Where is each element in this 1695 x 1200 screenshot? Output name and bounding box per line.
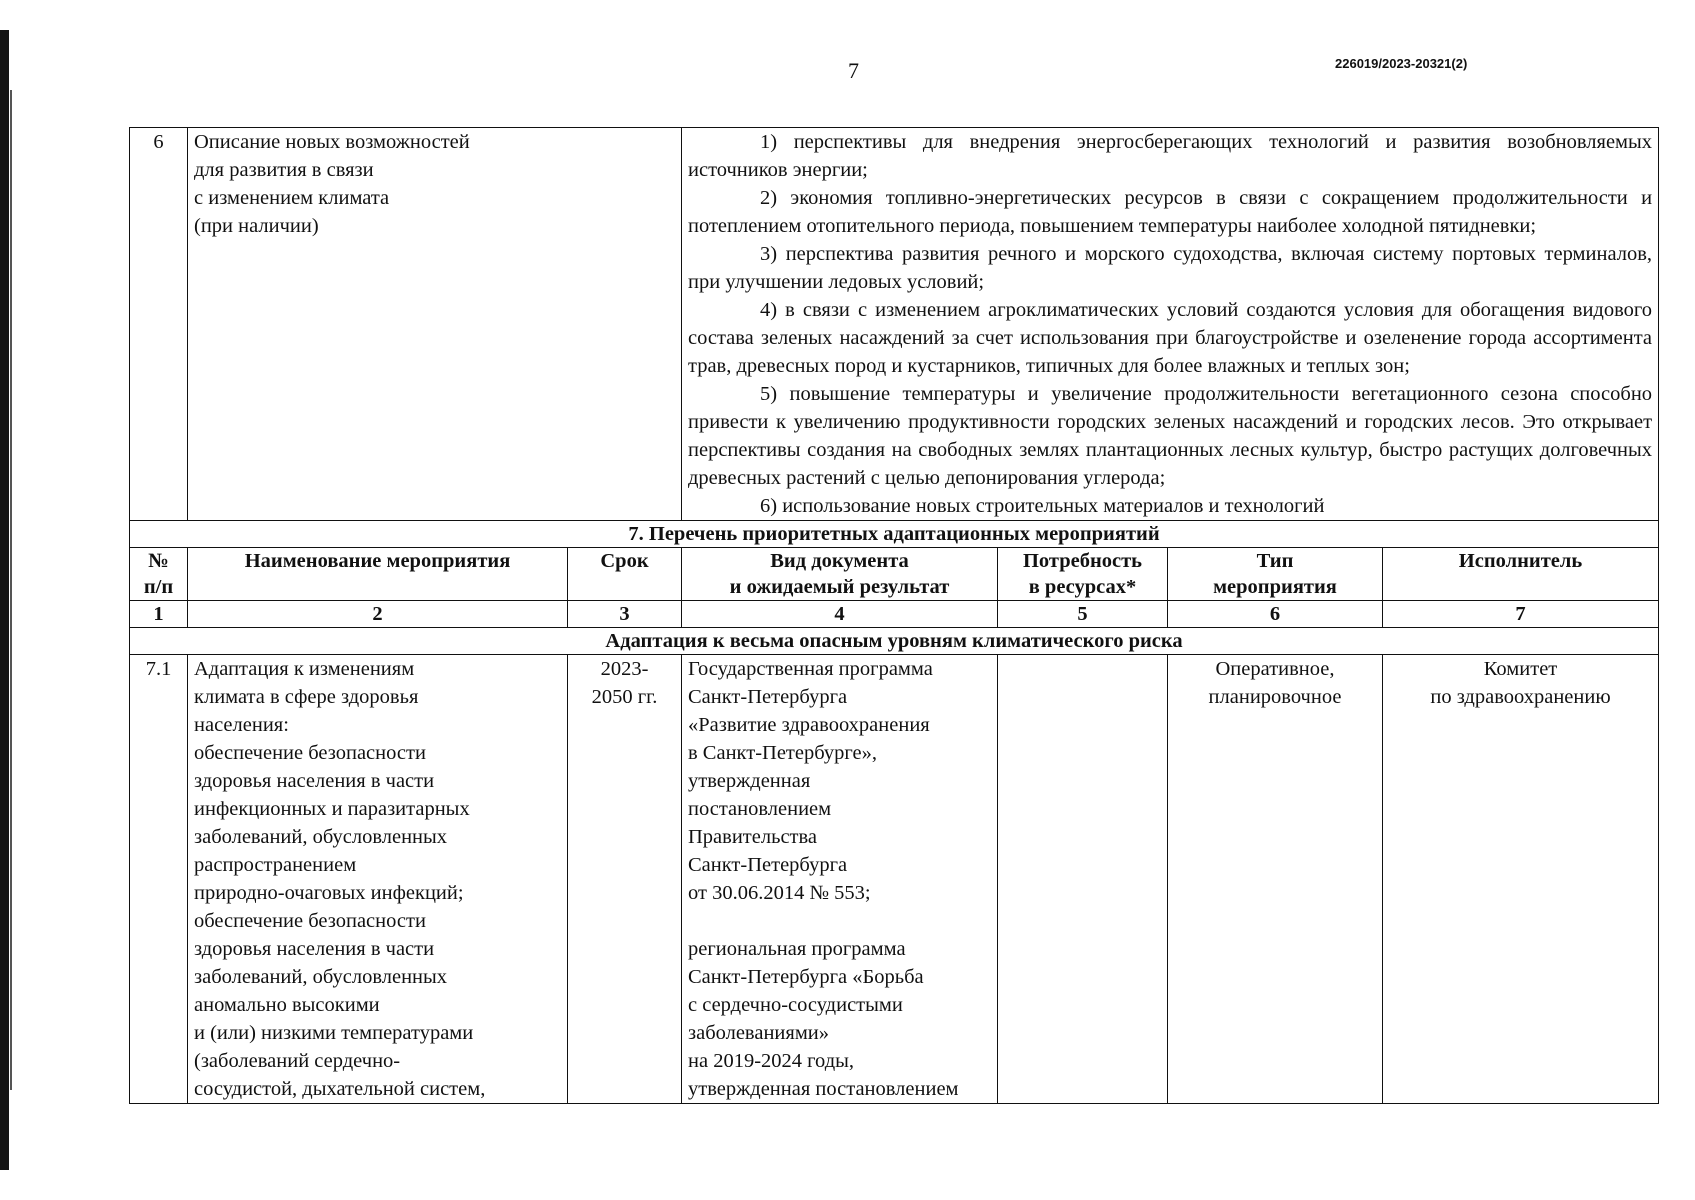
header-doc (682, 548, 998, 601)
row-7-1-type-line: планировочное (1208, 686, 1342, 708)
header-exec: Исполнитель (1383, 548, 1659, 601)
row-7-1-name-line: населения: (194, 714, 289, 736)
header-type-line: мероприятия (1213, 576, 1337, 598)
row-7-1-type (1168, 655, 1383, 1104)
row-7-1-doc-line: на 2019-2024 годы, (688, 1050, 855, 1072)
header-type-line: Тип (1256, 550, 1294, 572)
row-7-1-doc-line: в Санкт-Петербурге», (688, 742, 877, 764)
document-id: 226019/2023-20321(2) (1335, 56, 1468, 71)
row-7-1-name-line: обеспечение безопасности (194, 742, 426, 764)
row-7-1-name-line: аномально высокими (194, 994, 380, 1016)
row-7-1-doc-line: региональная программа (688, 938, 906, 960)
table-header-row (130, 548, 1659, 601)
row-7-1-term (568, 655, 682, 1104)
section-7-title-row (130, 521, 1659, 548)
header-name: Наименование мероприятия (188, 548, 568, 601)
row-6-content (682, 128, 1659, 521)
column-number: 6 (1168, 601, 1383, 628)
opportunity-item-2: 2) экономия топливно-энергетических ресурсов в связи с сокращением продолжительности и потеплением отопительного периода, повышением температуры наиболее холодной пятидневки; (688, 187, 1653, 237)
row-7-1-name-line: природно-очаговых инфекций; (194, 882, 464, 904)
row-6 (130, 128, 1659, 521)
header-term: Срок (568, 548, 682, 601)
column-number: 7 (1383, 601, 1659, 628)
subsection-title: Адаптация к весьма опасным уровням климатического риска (130, 628, 1659, 655)
opportunity-item-6: 6) использование новых строительных материалов и технологий (760, 495, 1325, 517)
row-7-1-term-line: 2023- (600, 658, 649, 680)
row-7-1-name-line: климата в сфере здоровья (194, 686, 419, 708)
row-7-1-resources (998, 655, 1168, 1104)
row-7-1-doc-line: Санкт-Петербурга «Борьба (688, 966, 924, 988)
opportunity-item-4: 4) в связи с изменением агроклиматических условий создаются условия для обогащения видового состава зеленых насаждений за счет использования при благоустройстве и озеленение города ассортимента трав, древесных пород и кустарников, типичных для более влажных и теплых зон; (688, 299, 1653, 377)
row-6-label (188, 128, 682, 521)
column-number: 5 (998, 601, 1168, 628)
row-7-1-name-line: и (или) низкими температурами (194, 1022, 474, 1044)
row-7-1-doc-line: Правительства (688, 826, 818, 848)
row-7-1-doc-line: «Развитие здравоохранения (688, 714, 930, 736)
column-number: 3 (568, 601, 682, 628)
header-need (998, 548, 1168, 601)
main-table (129, 127, 1659, 1104)
row-7-1-number: 7.1 (130, 655, 188, 1104)
row-6-number: 6 (130, 128, 188, 521)
header-num (130, 548, 188, 601)
page-number: 7 (848, 58, 859, 83)
row-7-1-doc-line: утвержденная (688, 770, 811, 792)
row-7-1-doc-line: заболеваниями» (688, 1022, 830, 1044)
column-number: 4 (682, 601, 998, 628)
row-7-1-name-line: сосудистой, дыхательной систем, (194, 1078, 486, 1100)
scan-edge-line (10, 90, 12, 1090)
opportunity-item-1: 1) перспективы для внедрения энергосберегающих технологий и развития возобновляемых источников энергии; (688, 131, 1653, 181)
row-7-1-doc-line: с сердечно-сосудистыми (688, 994, 903, 1016)
header-need-line: Потребность (1022, 550, 1143, 572)
column-number: 1 (130, 601, 188, 628)
header-num-line: п/п (143, 576, 174, 598)
row-7-1-document (682, 655, 998, 1104)
row-7-1-doc-line: Санкт-Петербурга (688, 686, 848, 708)
row-6-label-line: Описание новых возможностей (194, 131, 470, 153)
opportunity-item-3: 3) перспектива развития речного и морского судоходства, включая систему портовых терминалов, при улучшении ледовых условий; (688, 243, 1653, 293)
column-number: 2 (188, 601, 568, 628)
row-7-1-doc-gap (688, 907, 991, 935)
row-7-1-doc-line: Санкт-Петербурга (688, 854, 848, 876)
row-7-1-name (188, 655, 568, 1104)
section-7-title: 7. Перечень приоритетных адаптационных мероприятий (130, 521, 1659, 548)
header-doc-line: и ожидаемый результат (729, 576, 950, 598)
row-7-1-doc-line: Государственная программа (688, 658, 933, 680)
header-doc-line: Вид документа (770, 550, 909, 572)
row-7-1-doc-line: постановлением (688, 798, 832, 820)
row-7-1-name-line: заболеваний, обусловленных (194, 826, 448, 848)
row-6-label-line: (при наличии) (194, 215, 319, 237)
scan-edge (0, 30, 9, 1170)
row-7-1-name-line: инфекционных и паразитарных (194, 798, 470, 820)
row-7-1-name-line: заболеваний, обусловленных (194, 966, 448, 988)
row-7-1-exec-line: по здравоохранению (1430, 686, 1611, 708)
table-row-7-1 (130, 655, 1659, 1104)
header-num-line: № (148, 550, 169, 572)
row-7-1-name-line: распространением (194, 854, 357, 876)
header-need-line: в ресурсах* (1028, 576, 1137, 598)
row-7-1-term-line: 2050 гг. (591, 686, 658, 708)
row-7-1-name-line: обеспечение безопасности (194, 910, 426, 932)
subsection-title-row (130, 628, 1659, 655)
row-6-label-line: с изменением климата (194, 187, 390, 209)
row-7-1-executor (1383, 655, 1659, 1104)
row-7-1-name-line: здоровья населения в части (194, 938, 435, 960)
row-7-1-type-line: Оперативное, (1215, 658, 1335, 680)
opportunity-item-5: 5) повышение температуры и увеличение продолжительности вегетационного сезона способно привести к увеличению продуктивности городских зеленых насаждений и городских лесов. Это открывает перспективы создания на свободных землях плантационных лесных культур, быстро растущих долговечных древесных растений с целью депонирования углерода; (688, 383, 1653, 489)
row-7-1-doc-line: утвержденная постановлением (688, 1078, 959, 1100)
header-type (1168, 548, 1383, 601)
row-7-1-name-line: Адаптация к изменениям (194, 658, 415, 680)
row-7-1-name-line: (заболеваний сердечно- (194, 1050, 401, 1072)
column-numbers-row (130, 601, 1659, 628)
row-6-label-line: для развития в связи (194, 159, 374, 181)
row-7-1-doc-line: от 30.06.2014 № 553; (688, 882, 871, 904)
row-7-1-name-line: здоровья населения в части (194, 770, 435, 792)
row-7-1-exec-line: Комитет (1483, 658, 1558, 680)
